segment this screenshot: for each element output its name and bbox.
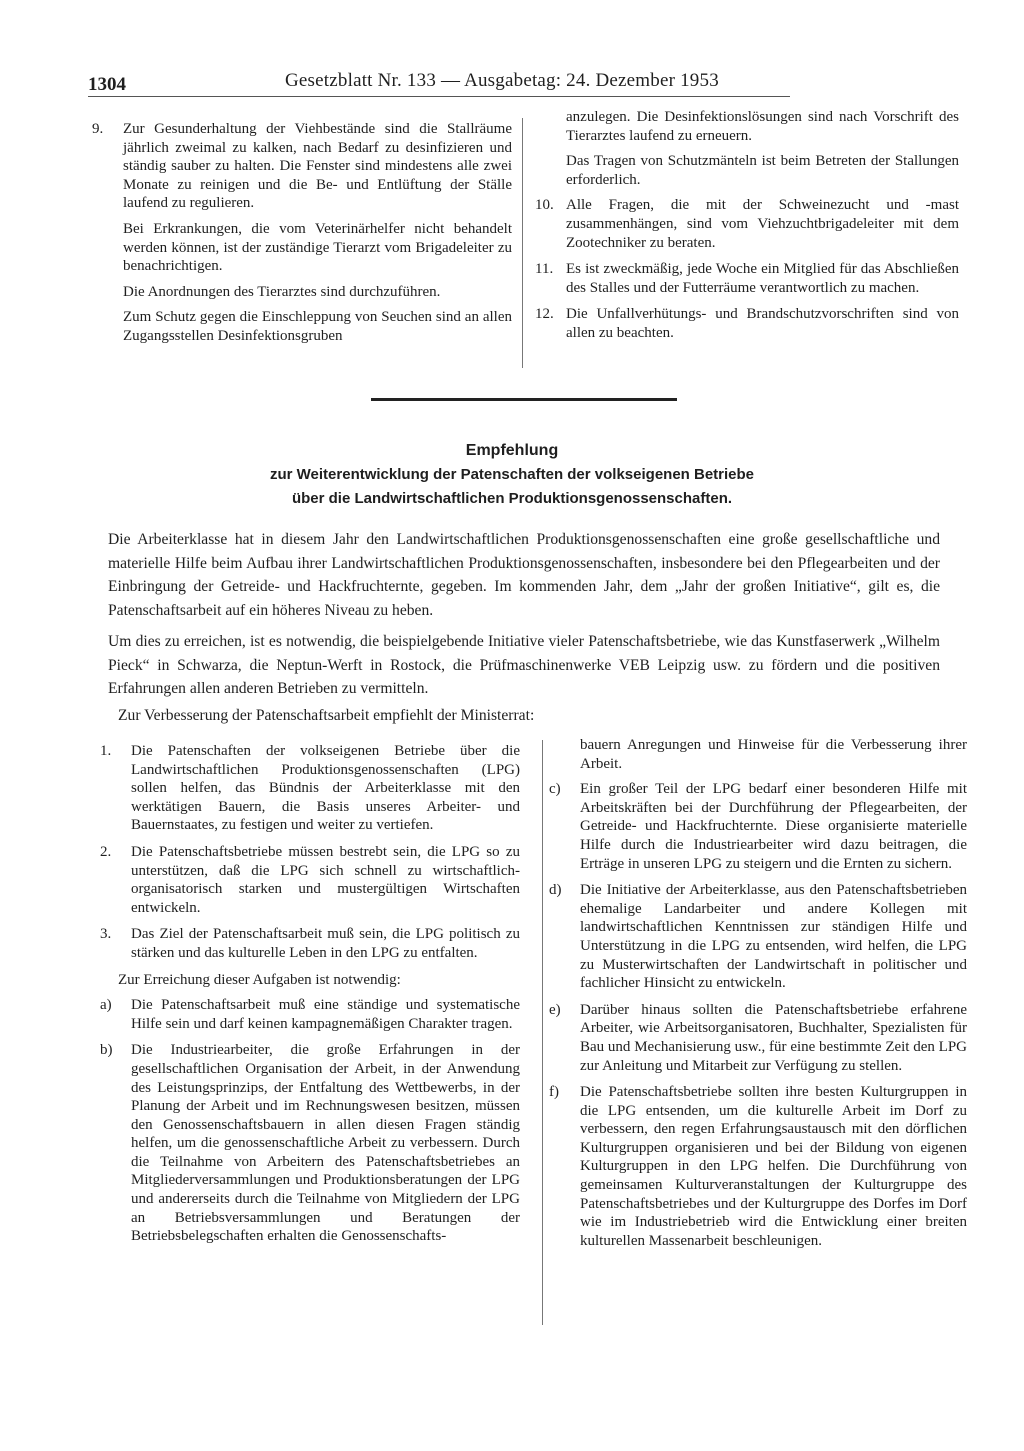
item-number: 2. (100, 843, 112, 860)
item-text: Die Industriearbeiter, die große Erfahrungen in der gesellschaftlichen Organisation der Arbeit, in der Anwendung des Leistungsprinzips, der Entfaltung des Wettbewerbs, in der Planung der Arbeit und im Rechnungswesen besitzen, müssen den Genossenschaftsbauern in allen diesen Fragen ständig helfen, um die genossenschaftliche Arbeit zu verbessern. Durch die Teilnahme von Arbeitern des Patenschaftsbetriebes an Mitgliederversammlungen und Produktionsberatungen der LPG und andererseits durch die Teilnahme von Mitgliedern der LPG an Betriebsversammlungen und Beratungen der Betriebsbelegschaften erhalten die Genossenschafts- (131, 1042, 520, 1245)
section-heading-line1: Empfehlung (465, 442, 559, 459)
item-text: Das Ziel der Patenschaftsarbeit muß sein, die LPG politisch zu stärken und das kulturelle Leben in den LPG zu entfalten. (131, 926, 520, 961)
intro-paragraph: Die Arbeiterklasse hat in diesem Jahr den Landwirtschaftlichen Produktionsgenossenschaften eine große gesellschaftliche und materielle Hilfe beim Aufbau ihrer Landwirtschaftlichen Produktionsgenossenschaften, insbesondere bei den Pflegearbeiten und der Einbringung der Getreide- und Hackfruchternte, gegeben. Im kommenden Jahr, dem „Jahr der großen Initiative“, gilt es, die Patenschaftsarbeit auf ein höheres Niveau zu heben. (108, 531, 940, 619)
list-item-e (549, 1001, 967, 1075)
list-item-a (100, 996, 520, 1033)
continuation-paragraph: anzulegen. Die Desinfektionslösungen sind nach Vorschrift des Tierarztes laufend zu erneuern. (566, 109, 959, 144)
item-letter: a) (100, 997, 112, 1014)
column-divider-bottom (542, 740, 543, 1325)
page-header-title: Gesetzblatt Nr. 133 — Ausgabetag: 24. Dezember 1953 (285, 70, 719, 91)
section-separator (371, 398, 677, 401)
item-letter: f) (549, 1084, 559, 1101)
section-heading-line3: über die Landwirtschaftlichen Produktionsgenossenschaften. (291, 490, 733, 507)
item-text: Die Patenschaftsbetriebe müssen bestrebt sein, die LPG so zu unterstützen, daß die LPG sich schnell zu wirtschaftlich-organisatorisch starken und mustergültigen Wirtschaften entwickeln. (131, 843, 520, 916)
item-9-paragraph: Zur Gesunderhaltung der Viehbestände sind die Stallräume jährlich zweimal zu kalken, nach Bedarf zu desinfizieren und ständig sauber zu halten. Die Fenster sind mindestens alle zwei Monate zu reinigen und die Be- und Entlüftung der Ställe laufend zu regulieren. (123, 121, 512, 212)
item-text: Die Patenschaften der volkseigenen Betriebe über die Landwirtschaftlichen Produktionsgenossenschaften (LPG) sollen helfen, das Bündnis der Arbeiterklasse mit den werktätigen Bauern, die Basis unseres Arbeiter- und Bauernstaates, zu festigen und weiter zu vertiefen. (131, 743, 520, 834)
top-right-column (535, 108, 959, 351)
item-9-paragraph: Die Anordnungen des Tierarztes sind durchzuführen. (123, 283, 441, 300)
continuation-paragraph: bauern Anregungen und Hinweise für die Verbesserung ihrer Arbeit. (580, 737, 967, 772)
item-letter: c) (549, 781, 561, 798)
item-text: Alle Fragen, die mit der Schweinezucht und -mast zusammenhängen, sind vom Viehzuchtbrigadeleiter mit dem Zootechniker zu beraten. (566, 197, 959, 251)
item-number: 3. (100, 926, 112, 943)
tasks-lead: Zur Erreichung dieser Aufgaben ist notwendig: (118, 971, 401, 988)
list-item-d (549, 881, 967, 993)
list-item-1 (100, 742, 520, 835)
continuation-paragraph: Das Tragen von Schutzmänteln ist beim Betreten der Stallungen erforderlich. (566, 153, 959, 188)
item-text: Die Initiative der Arbeiterklasse, aus den Patenschaftsbetrieben ehemalige Landarbeiter und andere Kollegen mit landwirtschaftlichen Kenntnissen zur ständigen Hilfe und Unterstützung in die LPG zu entsenden, wird helfen, die LPG zu Musterwirtschaften der Landwirtschaft in politischer und fachlicher Hinsicht zu entwickeln. (580, 882, 967, 992)
list-item-b (100, 1041, 520, 1246)
item-text: Die Patenschaftsarbeit muß eine ständige und systematische Hilfe sein und darf keinen kampagnemäßigen Charakter tragen. (131, 997, 520, 1032)
item-text: Darüber hinaus sollten die Patenschaftsbetriebe erfahrene Arbeiter, wie Arbeitsorganisatoren, Buchhalter, Spezialisten für Bau und Mechanisierung usw., für eine bestimmte Zeit den LPG zur Anleitung und Mitarbeit zur Verfügung zu stellen. (580, 1001, 967, 1074)
item-number: 9. (92, 121, 104, 137)
list-item-12 (535, 305, 959, 342)
item-letter: e) (549, 1001, 561, 1018)
section-heading-line2: zur Weiterentwicklung der Patenschaften der volkseigenen Betriebe (269, 466, 755, 483)
bottom-right-column (549, 736, 967, 1258)
item-text: Ein großer Teil der LPG bedarf einer besonderen Hilfe mit Arbeitskräften bei der Durchführung der Pflegearbeiten, der Getreide- und Hackfruchternte. Diese organisierte materielle Hilfe durch die Industriearbeiter wird dazu beitragen, die Erträge in unseren LPG zu steigern und die Ernten zu sichern. (580, 781, 967, 872)
item-number: 10. (535, 197, 554, 214)
item-text: Es ist zweckmäßig, jede Woche ein Mitglied für das Abschließen des Stalles und der Futterräume verantwortlich zu machen. (566, 261, 959, 296)
intro-text (108, 528, 940, 709)
header-rule (88, 96, 790, 97)
item-text: Die Unfallverhütungs- und Brandschutzvorschriften sind von allen zu beachten. (566, 306, 959, 341)
column-divider-top (522, 118, 523, 368)
item-text: Die Patenschaftsbetriebe sollten ihre besten Kulturgruppen in die LPG entsenden, um die kulturelle Arbeit im Dorf zu verbessern, den regen Erfahrungsaustausch mit den dörflichen Kulturgruppen organisieren und bei der Bildung von eigenen Kulturgruppen in den LPG helfen. Die Durchführung von gemeinsamen Kulturveranstaltungen der Kulturgruppe des Patenschaftsbetriebes und der Kulturgruppe des Dorfes im Dorf wie im Industriebetrieb wird die Entwicklung einer breiten kulturellen Massenarbeit beschleunigen. (580, 1084, 967, 1249)
list-item-9 (92, 120, 512, 346)
top-left-column (92, 120, 512, 354)
page-number: 1304 (88, 74, 126, 95)
item-letter: d) (549, 882, 562, 899)
list-item-10 (535, 196, 959, 252)
list-item-11 (535, 260, 959, 297)
list-item-3 (100, 925, 520, 962)
item-number: 11. (535, 261, 554, 278)
item-9-paragraph: Zum Schutz gegen die Einschleppung von Seuchen sind an allen Zugangsstellen Desinfektionsgruben (123, 309, 512, 344)
list-item-c (549, 780, 967, 873)
bottom-left-column (100, 742, 520, 1254)
item-9-paragraph: Bei Erkrankungen, die vom Veterinärhelfer nicht behandelt werden können, ist der zuständige Tierarzt vom Brigadeleiter zu benachrichtigen. (123, 220, 512, 275)
list-item-f (549, 1083, 967, 1250)
item-number: 1. (100, 743, 112, 759)
list-item-2 (100, 843, 520, 917)
item-letter: b) (100, 1042, 113, 1059)
ministerrat-lead: Zur Verbesserung der Patenschaftsarbeit empfiehlt der Ministerrat: (118, 707, 535, 724)
item-number: 12. (535, 306, 554, 323)
intro-paragraph: Um dies zu erreichen, ist es notwendig, die beispielgebende Initiative vieler Patenschaftsbetriebe, wie das Kunstfaserwerk „Wilhelm Pieck“ in Schwarza, die Neptun-Werft in Rostock, die Prüfmaschinenwerke VEB Leipzig usw. zu fördern und die positiven Erfahrungen allen anderen Betrieben zu vermitteln. (108, 633, 940, 697)
